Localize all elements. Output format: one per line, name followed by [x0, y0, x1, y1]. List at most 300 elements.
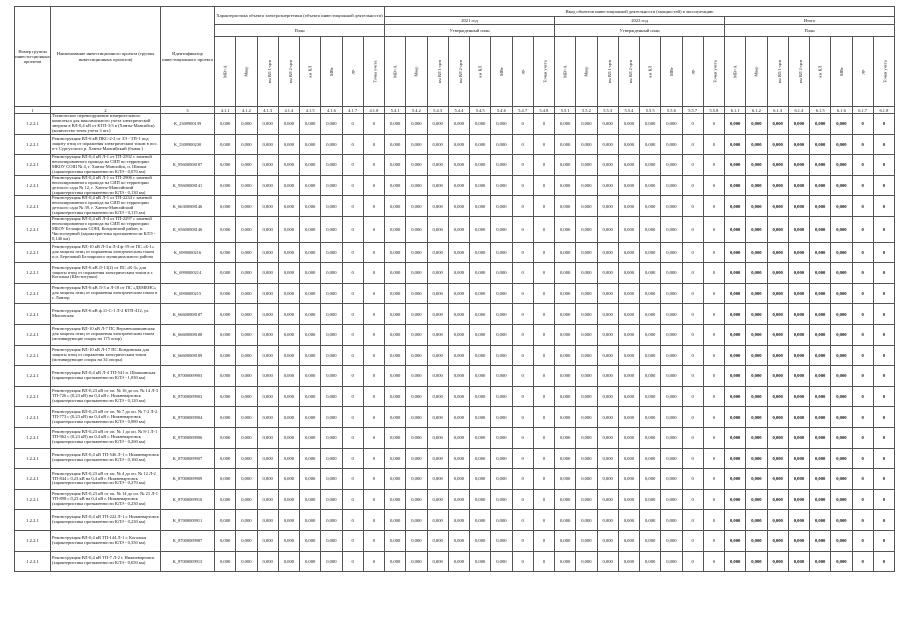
cell-total-value: 0	[852, 427, 873, 448]
cell-y2021-value: 0,000	[385, 489, 406, 510]
header-year-2021: 2021 год	[385, 17, 555, 25]
cell-chars-value: 0,000	[257, 366, 278, 387]
header-characteristics: Характеристика объекта электроэнергетики (объекта инвестиционной деятельности)	[215, 7, 385, 25]
cell-y2023-value: 0,000	[640, 134, 661, 155]
cell-y2021-value: 0	[533, 530, 554, 551]
cell-y2021-value: 0,000	[406, 407, 427, 428]
column-number: 6.1.2	[746, 107, 767, 114]
cell-y2023-value: 0,000	[640, 386, 661, 407]
cell-project-name: Реконструкция ВЛ-6 кВ Л-13(2) от ПС «К-3» для защиты птиц от поражения электрическим током в г. Когалым (Шеститупки)	[51, 263, 161, 284]
subheader-y2021-2	[406, 37, 427, 107]
cell-y2021-value: 0,000	[406, 489, 427, 510]
cell-chars-value: 0	[363, 217, 384, 243]
cell-project-name: Реконструкция ВЛ-0,4 кВ ТП-546 Л-1 г. Нижневартовск (характеристика протяженности КЛЭ - 0,160 км)	[51, 448, 161, 469]
cell-total-value: 0	[873, 134, 894, 155]
cell-y2021-value: 0,000	[427, 551, 448, 572]
column-number: 6.1.7	[852, 107, 873, 114]
cell-group-number: 1.2.2.1	[15, 427, 51, 448]
cell-y2021-value: 0	[512, 530, 533, 551]
cell-chars-value: 0,000	[215, 427, 236, 448]
cell-chars-value: 0	[363, 304, 384, 325]
header-total-plan: План	[725, 25, 895, 37]
cell-y2023-value: 0,000	[661, 196, 682, 217]
cell-chars-value: 0,000	[215, 510, 236, 531]
cell-y2021-value: 0	[512, 427, 533, 448]
cell-group-number: 1.2.2.1	[15, 366, 51, 387]
cell-total-value: 0,000	[788, 217, 809, 243]
cell-total-value: 0,000	[767, 134, 788, 155]
cell-total-value: 0	[873, 448, 894, 469]
cell-y2021-value: 0	[512, 510, 533, 531]
cell-chars-value: 0,000	[300, 551, 321, 572]
subheader-label: Мвар	[413, 66, 419, 77]
subheader-label: км ВЛ 2-цеп	[457, 59, 463, 84]
cell-y2021-value: 0,000	[491, 448, 512, 469]
cell-y2021-value: 0	[533, 263, 554, 284]
cell-y2021-value: 0,000	[491, 551, 512, 572]
cell-chars-value: 0,000	[278, 489, 299, 510]
cell-y2023-value: 0,000	[661, 407, 682, 428]
cell-y2021-value: 0,000	[406, 510, 427, 531]
cell-total-value: 0	[852, 551, 873, 572]
cell-total-value: 0,000	[788, 114, 809, 135]
subheader-y2023-4	[618, 37, 639, 107]
cell-group-number: 1.2.2.1	[15, 242, 51, 263]
cell-total-value: 0,000	[746, 263, 767, 284]
cell-y2023-value: 0	[703, 448, 724, 469]
cell-chars-value: 0,000	[257, 283, 278, 304]
cell-y2023-value: 0,000	[576, 448, 597, 469]
cell-y2023-value: 0,000	[661, 217, 682, 243]
cell-y2021-value: 0,000	[385, 196, 406, 217]
cell-project-name: Реконструкция ВЛ-0,4 кВ ТП-144 Л-1 г. Когалым (характеристика протяженности КЛЭ - 0,350 км)	[51, 530, 161, 551]
cell-project-name: Реконструкция ВЛ-10 кВ Л-17 ПС Кондинская для защиты птиц от поражения электрическим током (мотивирующие опоры на 34 опоры)	[51, 345, 161, 366]
cell-total-value: 0,000	[725, 407, 746, 428]
cell-total-value: 0,000	[788, 155, 809, 176]
cell-total-value: 0,000	[746, 175, 767, 196]
cell-total-value: 0,000	[725, 155, 746, 176]
cell-total-value: 0,000	[810, 510, 831, 531]
cell-chars-value: 0	[342, 175, 363, 196]
cell-y2021-value: 0	[533, 448, 554, 469]
cell-total-value: 0,000	[810, 551, 831, 572]
cell-y2023-value: 0,000	[597, 114, 618, 135]
cell-chars-value: 0,000	[278, 386, 299, 407]
cell-total-value: 0,000	[725, 114, 746, 135]
cell-y2023-value: 0,000	[640, 407, 661, 428]
cell-total-value: 0	[852, 530, 873, 551]
cell-y2023-value: 0,000	[555, 489, 576, 510]
cell-chars-value: 0	[342, 407, 363, 428]
subheader-y2023-1	[555, 37, 576, 107]
cell-y2023-value: 0	[703, 510, 724, 531]
cell-total-value: 0,000	[767, 510, 788, 531]
cell-y2023-value: 0,000	[640, 448, 661, 469]
cell-chars-value: 0,000	[215, 345, 236, 366]
cell-project-name: Реконструкция ВЛ-0,23 кВ от оп. № 4 до оп. № 12 Л-2 ТП-844 с 0,23 кВ на 0,4 кВ г. Нижневартовск (характеристика протяженности КЛЭ - 0,270 км)	[51, 469, 161, 490]
cell-total-value: 0,000	[788, 304, 809, 325]
cell-chars-value: 0	[363, 283, 384, 304]
cell-y2023-value: 0	[682, 134, 703, 155]
cell-y2023-value: 0,000	[576, 489, 597, 510]
cell-total-value: 0,000	[831, 551, 852, 572]
cell-total-value: 0,000	[788, 196, 809, 217]
cell-y2023-value: 0	[682, 386, 703, 407]
cell-y2021-value: 0,000	[385, 551, 406, 572]
cell-chars-value: 0,000	[257, 386, 278, 407]
cell-chars-value: 0,000	[300, 134, 321, 155]
cell-chars-value: 0,000	[278, 283, 299, 304]
cell-total-value: 0,000	[767, 366, 788, 387]
cell-chars-value: 0	[342, 510, 363, 531]
cell-chars-value: 0,000	[257, 551, 278, 572]
cell-total-value: 0	[873, 407, 894, 428]
subheader-label: Точки учета	[542, 60, 548, 83]
cell-total-value: 0,000	[767, 114, 788, 135]
cell-y2023-value: 0,000	[618, 510, 639, 531]
cell-y2021-value: 0,000	[448, 510, 469, 531]
cell-y2021-value: 0	[533, 345, 554, 366]
cell-y2021-value: 0,000	[491, 345, 512, 366]
cell-y2021-value: 0,000	[448, 469, 469, 490]
cell-y2021-value: 0,000	[406, 386, 427, 407]
cell-y2023-value: 0,000	[555, 134, 576, 155]
cell-total-value: 0,000	[767, 448, 788, 469]
cell-total-value: 0,000	[725, 196, 746, 217]
cell-total-value: 0,000	[810, 407, 831, 428]
subheader-total-1	[725, 37, 746, 107]
cell-chars-value: 0	[342, 304, 363, 325]
cell-total-value: 0,000	[725, 263, 746, 284]
cell-chars-value: 0	[363, 325, 384, 346]
cell-chars-value: 0,000	[321, 427, 342, 448]
cell-y2021-value: 0,000	[448, 155, 469, 176]
cell-y2021-value: 0,000	[470, 175, 491, 196]
cell-chars-value: 0	[363, 263, 384, 284]
cell-total-value: 0,000	[831, 448, 852, 469]
cell-total-value: 0	[852, 175, 873, 196]
cell-y2021-value: 0,000	[448, 407, 469, 428]
cell-project-id: K_87000009987	[161, 530, 215, 551]
cell-y2021-value: 0,000	[491, 325, 512, 346]
cell-y2023-value: 0,000	[555, 427, 576, 448]
cell-chars-value: 0,000	[215, 175, 236, 196]
cell-total-value: 0,000	[746, 304, 767, 325]
cell-y2023-value: 0,000	[661, 469, 682, 490]
subheader-label: км КЛ	[817, 65, 823, 78]
cell-y2021-value: 0,000	[385, 366, 406, 387]
cell-y2023-value: 0,000	[576, 242, 597, 263]
cell-chars-value: 0,000	[278, 196, 299, 217]
cell-y2023-value: 0,000	[555, 283, 576, 304]
subheader-y2023-3	[597, 37, 618, 107]
cell-total-value: 0,000	[831, 407, 852, 428]
cell-total-value: 0,000	[788, 325, 809, 346]
cell-chars-value: 0,000	[215, 283, 236, 304]
cell-chars-value: 0	[342, 551, 363, 572]
cell-project-name: Реконструкция ВЛ-0,4 кВ Л-4 ТП-541 п. Шапшинская (характеристика протяженности КЛЭ - 1,030 км)	[51, 366, 161, 387]
cell-group-number: 1.2.2.1	[15, 386, 51, 407]
cell-chars-value: 0,000	[236, 530, 257, 551]
subheader-label: др.	[350, 68, 356, 75]
cell-y2023-value: 0	[682, 242, 703, 263]
cell-chars-value: 0,000	[278, 155, 299, 176]
cell-chars-value: 0,000	[300, 530, 321, 551]
cell-total-value: 0,000	[725, 325, 746, 346]
column-number: 4.1.2	[236, 107, 257, 114]
cell-y2023-value: 0,000	[597, 427, 618, 448]
subheader-label: МВ×А	[392, 65, 398, 78]
cell-chars-value: 0	[342, 196, 363, 217]
cell-total-value: 0,000	[725, 469, 746, 490]
cell-y2023-value: 0,000	[640, 242, 661, 263]
cell-total-value: 0,000	[725, 366, 746, 387]
cell-y2021-value: 0,000	[427, 366, 448, 387]
cell-y2023-value: 0,000	[640, 530, 661, 551]
cell-chars-value: 0,000	[278, 407, 299, 428]
cell-y2023-value: 0,000	[661, 304, 682, 325]
cell-chars-value: 0,000	[236, 175, 257, 196]
cell-y2021-value: 0,000	[491, 242, 512, 263]
cell-chars-value: 0	[363, 175, 384, 196]
cell-chars-value: 0,000	[321, 263, 342, 284]
cell-project-name: Реконструкция ВЛ-0,4 кВ Л-1 от ТП-2592 с заменой неизолированного провода на СИП по территории МКОУ СОШ № 4, г. Ханты-Мансийск, п. Шапша (характеристика протяженности КЛЭ - 0,070 км)	[51, 155, 161, 176]
table-row	[15, 551, 895, 572]
cell-total-value: 0,000	[725, 242, 746, 263]
cell-total-value: 0	[852, 325, 873, 346]
cell-chars-value: 0,000	[257, 448, 278, 469]
cell-total-value: 0,000	[788, 469, 809, 490]
cell-y2021-value: 0	[533, 155, 554, 176]
cell-y2023-value: 0,000	[640, 489, 661, 510]
cell-total-value: 0	[852, 242, 873, 263]
cell-project-id: K_87000009909	[161, 469, 215, 490]
cell-y2023-value: 0,000	[661, 134, 682, 155]
cell-chars-value: 0	[342, 345, 363, 366]
cell-total-value: 0	[873, 325, 894, 346]
cell-chars-value: 0,000	[278, 530, 299, 551]
cell-chars-value: 0,000	[321, 114, 342, 135]
cell-total-value: 0	[852, 366, 873, 387]
column-number: 6.1.6	[831, 107, 852, 114]
cell-group-number: 1.2.2.1	[15, 530, 51, 551]
cell-y2021-value: 0,000	[470, 325, 491, 346]
header-year-2023: 2023 год	[555, 17, 725, 25]
subheader-chars-1	[215, 37, 236, 107]
cell-total-value: 0,000	[831, 530, 852, 551]
subheader-y2021-4	[448, 37, 469, 107]
cell-chars-value: 0,000	[257, 304, 278, 325]
cell-y2021-value: 0,000	[491, 114, 512, 135]
cell-total-value: 0,000	[746, 530, 767, 551]
cell-total-value: 0,000	[788, 510, 809, 531]
cell-y2023-value: 0,000	[640, 114, 661, 135]
cell-y2021-value: 0,000	[491, 489, 512, 510]
cell-y2021-value: 0,000	[491, 469, 512, 490]
cell-y2023-value: 0,000	[618, 242, 639, 263]
cell-chars-value: 0,000	[257, 196, 278, 217]
cell-y2021-value: 0,000	[427, 242, 448, 263]
cell-y2021-value: 0,000	[491, 530, 512, 551]
cell-y2023-value: 0	[703, 489, 724, 510]
cell-y2021-value: 0,000	[427, 530, 448, 551]
cell-group-number: 1.2.2.1	[15, 283, 51, 304]
cell-y2023-value: 0	[703, 325, 724, 346]
cell-y2023-value: 0,000	[576, 407, 597, 428]
cell-chars-value: 0,000	[300, 345, 321, 366]
cell-y2021-value: 0,000	[470, 427, 491, 448]
column-number: 5.4.6	[491, 107, 512, 114]
cell-y2021-value: 0,000	[385, 155, 406, 176]
cell-y2023-value: 0,000	[661, 366, 682, 387]
cell-total-value: 0	[873, 263, 894, 284]
table-row	[15, 530, 895, 551]
table-row	[15, 448, 895, 469]
cell-y2023-value: 0,000	[576, 469, 597, 490]
cell-chars-value: 0,000	[236, 242, 257, 263]
cell-y2023-value: 0,000	[597, 489, 618, 510]
cell-y2023-value: 0,000	[576, 427, 597, 448]
cell-chars-value: 0,000	[300, 242, 321, 263]
subheader-label: Мвар	[753, 66, 759, 77]
cell-y2023-value: 0,000	[555, 196, 576, 217]
cell-y2023-value: 0,000	[597, 469, 618, 490]
cell-chars-value: 0,000	[215, 134, 236, 155]
cell-project-name: Реконструкция ВЛ-0,4 кВ Л-1 от ТП-2234 с заменой неизолированного провода на СИП по территории детского сада № 39, г. Ханты-Мансийский (характеристика протяженности КЛЭ - 0,115 км)	[51, 196, 161, 217]
cell-y2023-value: 0,000	[640, 366, 661, 387]
cell-y2023-value: 0	[682, 325, 703, 346]
cell-y2021-value: 0,000	[448, 345, 469, 366]
cell-total-value: 0,000	[810, 114, 831, 135]
cell-y2023-value: 0,000	[576, 510, 597, 531]
cell-total-value: 0,000	[767, 530, 788, 551]
cell-group-number: 1.2.2.1	[15, 263, 51, 284]
cell-chars-value: 0,000	[236, 366, 257, 387]
cell-total-value: 0,000	[746, 407, 767, 428]
cell-total-value: 0,000	[788, 345, 809, 366]
cell-chars-value: 0,000	[278, 217, 299, 243]
cell-y2023-value: 0,000	[555, 469, 576, 490]
cell-y2021-value: 0,000	[491, 175, 512, 196]
cell-y2021-value: 0,000	[385, 283, 406, 304]
cell-y2021-value: 0,000	[427, 510, 448, 531]
cell-y2021-value: 0,000	[470, 551, 491, 572]
cell-total-value: 0,000	[810, 345, 831, 366]
cell-chars-value: 0,000	[236, 155, 257, 176]
cell-y2021-value: 0	[512, 469, 533, 490]
table-row	[15, 175, 895, 196]
cell-y2021-value: 0,000	[385, 530, 406, 551]
cell-project-id: K_6990000214	[161, 263, 215, 284]
cell-y2021-value: 0,000	[448, 551, 469, 572]
cell-y2021-value: 0	[533, 407, 554, 428]
cell-y2023-value: 0,000	[640, 345, 661, 366]
cell-y2023-value: 0,000	[597, 196, 618, 217]
cell-total-value: 0	[873, 469, 894, 490]
table-row	[15, 114, 895, 135]
table-row	[15, 263, 895, 284]
subheader-label: км КЛ	[477, 65, 483, 78]
cell-chars-value: 0	[363, 366, 384, 387]
cell-total-value: 0,000	[725, 345, 746, 366]
cell-project-id: K_87000009913	[161, 551, 215, 572]
cell-y2021-value: 0,000	[470, 242, 491, 263]
cell-y2021-value: 0,000	[470, 155, 491, 176]
cell-y2023-value: 0,000	[597, 283, 618, 304]
column-number: 5.4.3	[427, 107, 448, 114]
subheader-chars-6	[321, 37, 342, 107]
cell-y2023-value: 0,000	[555, 386, 576, 407]
cell-project-name: Реконструкция ВЛ-0,23 кВ от оп. № 1 до оп. № 8-1 Л-1 ТП-962 с (0,23 кВ) на 0,4 кВ г. Нижневартовск (характеристика протяженности КЛЭ - 0,260 км)	[51, 427, 161, 448]
cell-y2021-value: 0,000	[385, 217, 406, 243]
cell-chars-value: 0,000	[321, 175, 342, 196]
cell-y2021-value: 0,000	[448, 114, 469, 135]
cell-chars-value: 0,000	[278, 427, 299, 448]
cell-y2023-value: 0,000	[576, 196, 597, 217]
cell-y2023-value: 0,000	[640, 510, 661, 531]
cell-chars-value: 0	[363, 134, 384, 155]
cell-y2021-value: 0,000	[406, 551, 427, 572]
cell-y2021-value: 0,000	[427, 114, 448, 135]
cell-y2023-value: 0,000	[576, 134, 597, 155]
cell-chars-value: 0,000	[321, 551, 342, 572]
cell-total-value: 0,000	[788, 489, 809, 510]
cell-project-name: Реконструкция ВЛ-6 кВ Л-3 и Л-18 от ПС «ДЕМЕНС» для защиты птиц от поражения электрическим током в г. Лянтор	[51, 283, 161, 304]
cell-chars-value: 0,000	[257, 114, 278, 135]
cell-y2023-value: 0,000	[555, 510, 576, 531]
cell-total-value: 0,000	[767, 551, 788, 572]
cell-y2021-value: 0,000	[470, 217, 491, 243]
cell-total-value: 0	[873, 489, 894, 510]
cell-total-value: 0,000	[831, 196, 852, 217]
subheader-label: Точка учета	[372, 60, 378, 83]
cell-total-value: 0,000	[788, 283, 809, 304]
cell-chars-value: 0	[342, 283, 363, 304]
cell-y2023-value: 0,000	[661, 345, 682, 366]
cell-total-value: 0,000	[725, 386, 746, 407]
cell-y2023-value: 0,000	[555, 217, 576, 243]
cell-y2023-value: 0,000	[597, 366, 618, 387]
cell-chars-value: 0	[342, 366, 363, 387]
cell-y2021-value: 0,000	[491, 283, 512, 304]
subheader-label: км ВЛ 2-цеп	[627, 59, 633, 84]
column-number: 6.1.4	[788, 107, 809, 114]
cell-y2021-value: 0,000	[406, 366, 427, 387]
cell-y2023-value: 0,000	[597, 551, 618, 572]
cell-total-value: 0,000	[767, 175, 788, 196]
cell-y2021-value: 0,000	[427, 217, 448, 243]
cell-group-number: 1.2.2.1	[15, 489, 51, 510]
cell-y2021-value: 0,000	[448, 283, 469, 304]
cell-chars-value: 0,000	[321, 283, 342, 304]
cell-y2021-value: 0,000	[406, 134, 427, 155]
subheader-y2021-8	[533, 37, 554, 107]
cell-total-value: 0,000	[767, 489, 788, 510]
cell-total-value: 0,000	[810, 217, 831, 243]
cell-total-value: 0,000	[831, 510, 852, 531]
cell-y2021-value: 0,000	[470, 304, 491, 325]
cell-total-value: 0,000	[831, 175, 852, 196]
cell-project-id: K_87000009903	[161, 366, 215, 387]
cell-y2023-value: 0,000	[576, 283, 597, 304]
cell-y2021-value: 0,000	[448, 325, 469, 346]
table-row	[15, 407, 895, 428]
cell-total-value: 0	[873, 427, 894, 448]
cell-total-value: 0,000	[810, 155, 831, 176]
subheader-total-7	[852, 37, 873, 107]
cell-chars-value: 0	[363, 551, 384, 572]
cell-total-value: 0,000	[831, 155, 852, 176]
